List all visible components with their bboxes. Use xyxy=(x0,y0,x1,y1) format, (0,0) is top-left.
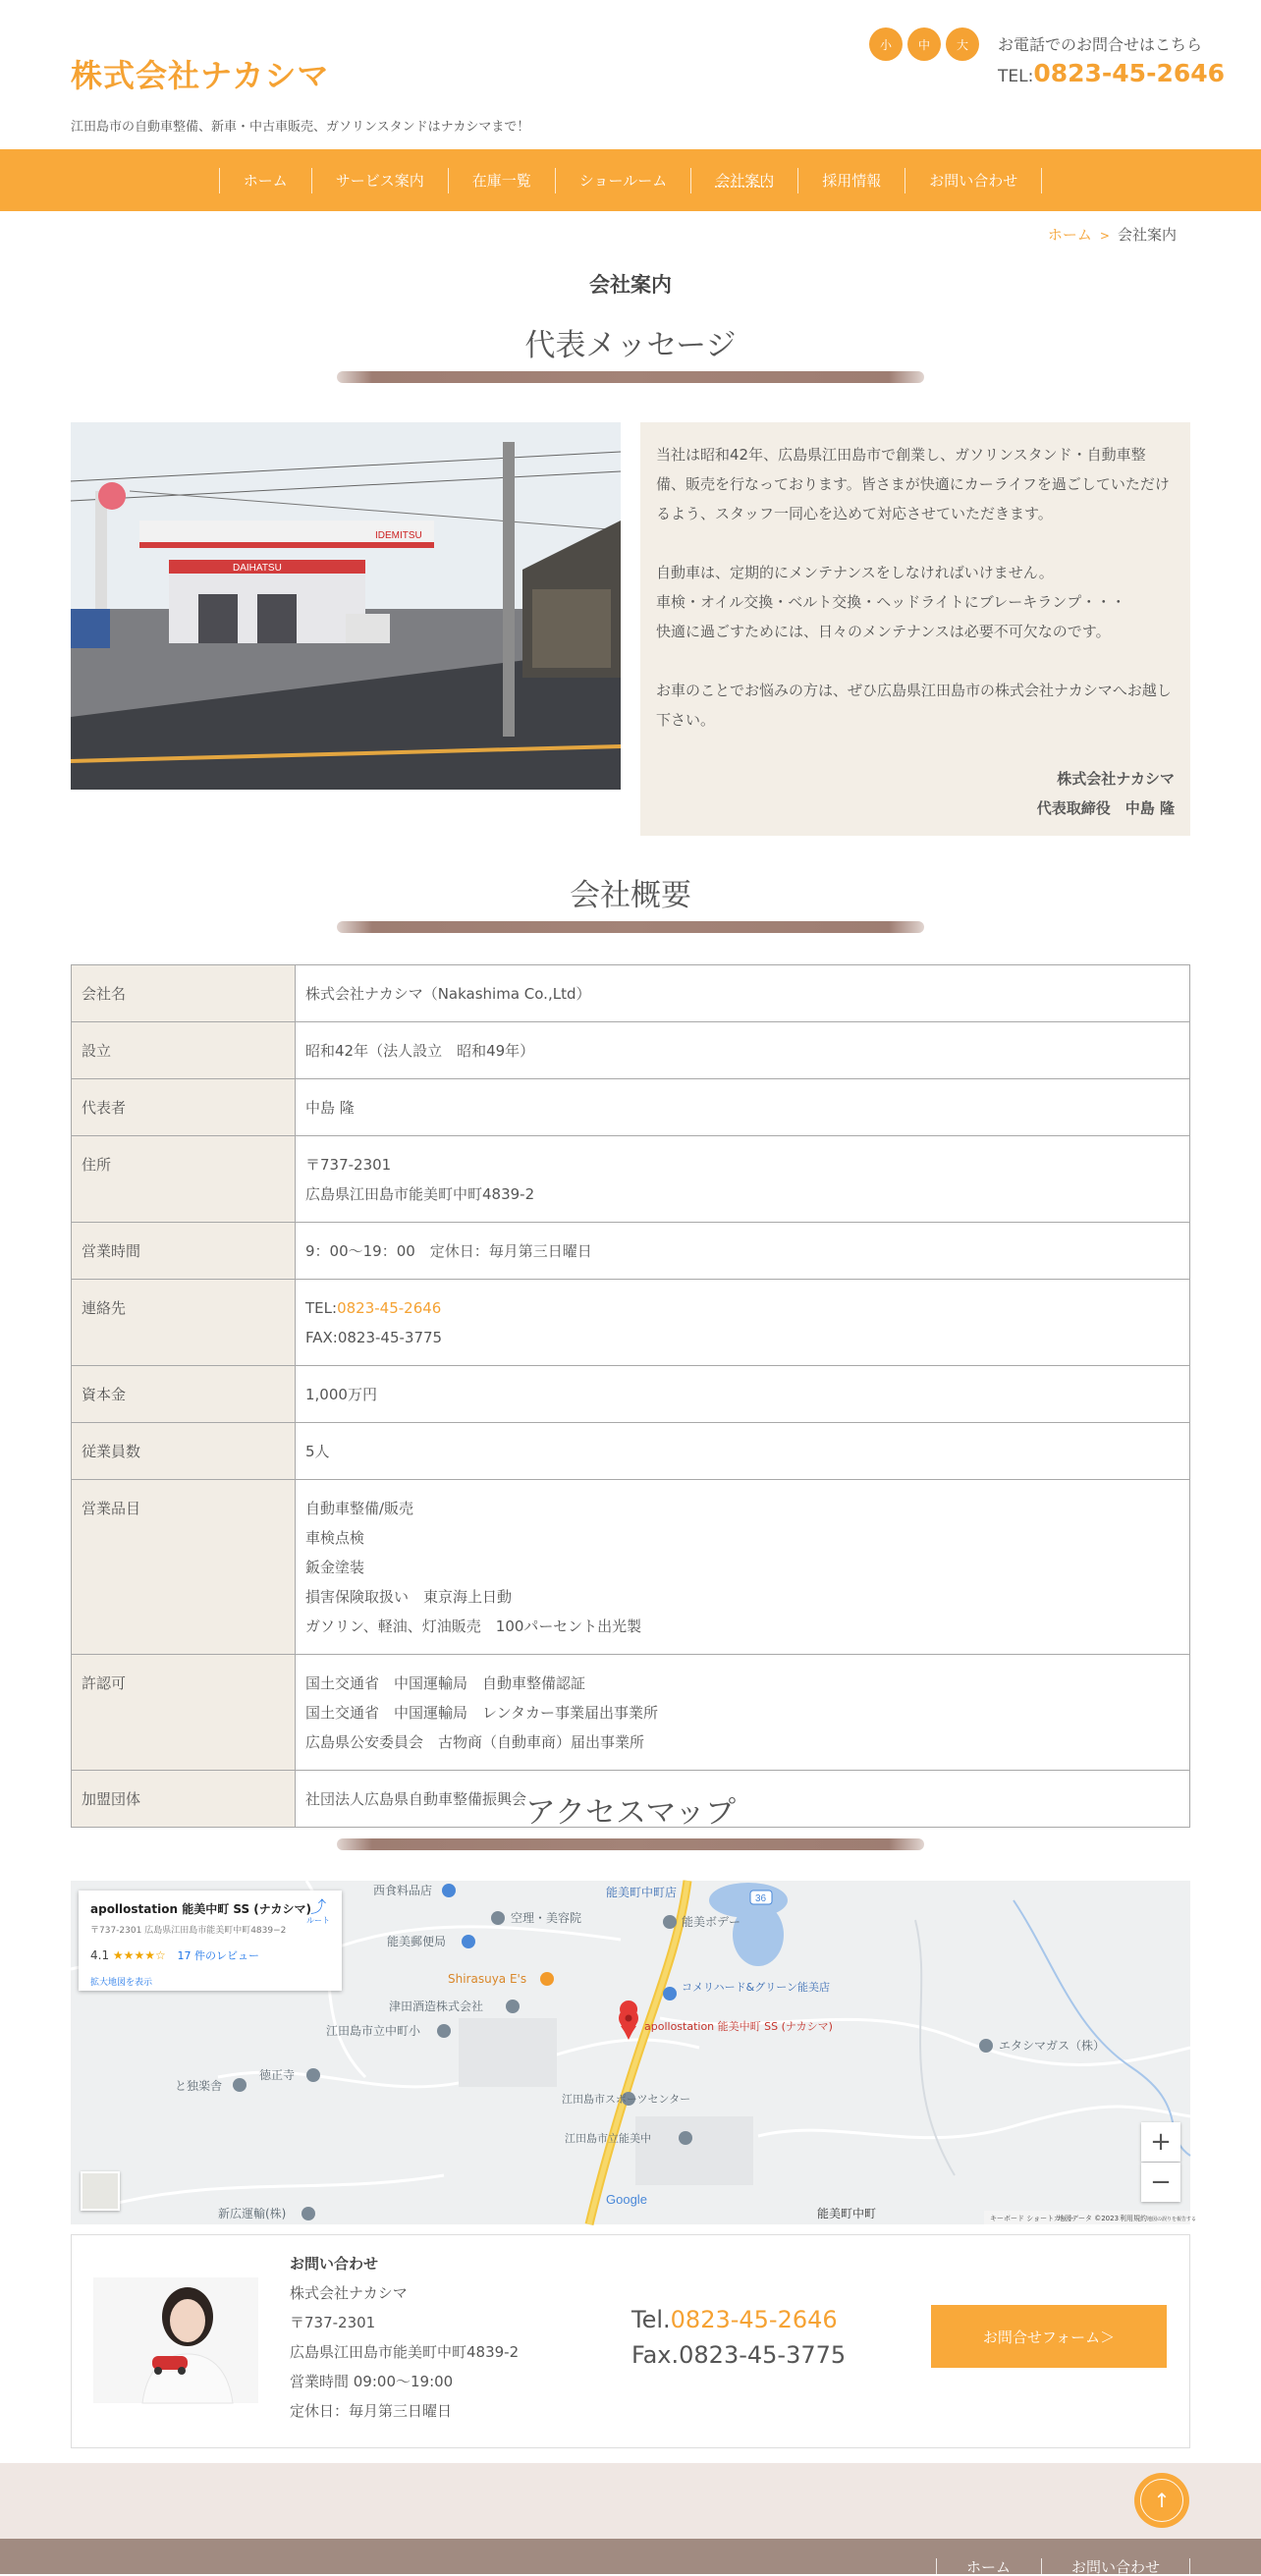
nav-services[interactable]: サービス案内 xyxy=(311,168,448,193)
overview-heading: 会社概要 xyxy=(570,878,691,913)
contact-tel-number[interactable]: 0823-45-2646 xyxy=(670,2306,838,2333)
heading-underline xyxy=(337,921,924,933)
message-heading-wrap xyxy=(0,320,1261,364)
header-tel-number[interactable]: 0823-45-2646 xyxy=(1033,59,1226,87)
map-label: エタシマガス（株） xyxy=(999,2039,1106,2053)
contact-form-button[interactable]: お問合せフォーム＞ xyxy=(931,2305,1167,2368)
map-footer-text: 地図データ ©2023 xyxy=(1058,2215,1120,2222)
overview-row xyxy=(72,1366,1190,1423)
overview-label: 許認可 xyxy=(72,1655,296,1771)
map-type-toggle[interactable] xyxy=(81,2171,120,2211)
overview-value xyxy=(296,1079,1190,1136)
overview-value-line: 5人 xyxy=(305,1443,330,1460)
map-place-card xyxy=(79,1891,342,1991)
overview-value xyxy=(296,1480,1190,1655)
contact-hours: 営業時間 09:00〜19:00 xyxy=(290,2373,454,2390)
font-size-large-button[interactable]: 大 xyxy=(946,27,979,61)
footer-nav-home[interactable]: ホーム xyxy=(936,2558,1040,2576)
overview-row xyxy=(72,1655,1190,1771)
map-label: 能美町中町店 xyxy=(606,1886,678,1899)
overview-row xyxy=(72,1280,1190,1366)
map-footer-link[interactable]: キーボード ショートカット xyxy=(990,2215,1074,2222)
photo-idemitsu-sign: IDEMITSU xyxy=(375,530,422,541)
overview-label: 連絡先 xyxy=(72,1280,296,1366)
footer-nav xyxy=(0,2539,1261,2574)
overview-value xyxy=(296,1223,1190,1280)
contact-zip: 〒737-2301 xyxy=(290,2314,376,2331)
overview-value-line: 自動車整備/販売 xyxy=(305,1500,414,1517)
rating-value: 4.1 xyxy=(90,1948,110,1962)
contact-box xyxy=(71,2234,1190,2448)
contact-info xyxy=(290,2249,519,2426)
overview-value-line: 1,000万円 xyxy=(305,1386,377,1403)
overview-value-line: FAX:0823-45-3775 xyxy=(305,1329,443,1346)
font-size-medium-button[interactable]: 中 xyxy=(907,27,941,61)
overview-value xyxy=(296,965,1190,1022)
overview-value-line: 鈑金塗装 xyxy=(305,1559,365,1576)
company-overview-table xyxy=(71,964,1190,1828)
overview-value-line: 中島 隆 xyxy=(305,1099,355,1117)
map-label: 江田島市立中町小 xyxy=(326,2024,421,2038)
overview-tel-prefix: TEL: xyxy=(305,1299,338,1317)
map-label: コメリハード&グリーン能美店 xyxy=(682,1981,831,1994)
overview-row xyxy=(72,1136,1190,1223)
zoom-out-button[interactable]: − xyxy=(1141,2163,1180,2202)
message-paragraph-1: 当社は昭和42年、広島県江田島市で創業し、ガソリンスタンド・自動車整備、販売を行なっております。皆さまが快適にカーライフを過ごしていただけるよう、スタッフ一同心を込めて対応させていただきます。 xyxy=(656,446,1170,522)
overview-label: 設立 xyxy=(72,1022,296,1079)
contact-phone xyxy=(631,2302,846,2373)
overview-value-line: 国土交通省 中国運輸局 自動車整備認証 xyxy=(305,1674,586,1692)
access-heading-wrap xyxy=(0,1787,1261,1832)
overview-value xyxy=(296,1280,1190,1366)
map-label: 能美ボデー xyxy=(682,1915,741,1929)
overview-label: 営業品目 xyxy=(72,1480,296,1655)
overview-value-line: 国土交通省 中国運輸局 レンタカー事業届出事業所 xyxy=(305,1704,659,1722)
breadcrumb xyxy=(1048,224,1177,245)
shop-photo xyxy=(71,422,621,790)
overview-value xyxy=(296,1423,1190,1480)
contact-staff-photo xyxy=(93,2277,258,2403)
overview-row xyxy=(72,1223,1190,1280)
overview-row xyxy=(72,1480,1190,1655)
directions-button[interactable] xyxy=(306,1897,330,1928)
nav-recruit[interactable]: 採用情報 xyxy=(797,168,905,193)
directions-icon: ⤴ xyxy=(309,1897,326,1916)
contact-company: 株式会社ナカシマ xyxy=(290,2284,408,2302)
nav-home[interactable]: ホーム xyxy=(219,168,311,193)
overview-label: 従業員数 xyxy=(72,1423,296,1480)
overview-heading-wrap xyxy=(0,870,1261,914)
breadcrumb-home[interactable]: ホーム xyxy=(1047,226,1092,244)
overview-label: 資本金 xyxy=(72,1366,296,1423)
overview-label: 会社名 xyxy=(72,965,296,1022)
map-label: 西食料品店 xyxy=(373,1884,433,1897)
site-tagline: 江田島市の自動車整備、新車・中古車販売、ガソリンスタンドはナカシマまで！ xyxy=(71,120,530,135)
heading-underline xyxy=(337,371,924,383)
overview-value-line xyxy=(305,1293,1179,1323)
message-heading: 代表メッセージ xyxy=(524,328,737,363)
overview-value xyxy=(296,1022,1190,1079)
map-footer-link[interactable]: 地図の誤りを報告する xyxy=(1147,2217,1197,2222)
font-size-small-button[interactable]: 小 xyxy=(869,27,903,61)
site-logo[interactable]: 株式会社ナカシマ xyxy=(71,57,330,94)
overview-label: 営業時間 xyxy=(72,1223,296,1280)
message-paragraph-3: お車のことでお悩みの方は、ぜひ広島県江田島市の株式会社ナカシマへお越し下さい。 xyxy=(656,682,1172,729)
global-nav xyxy=(0,149,1261,211)
overview-row xyxy=(72,1022,1190,1079)
map-label: 徳正寺 xyxy=(259,2068,296,2082)
signature-name: 代表取締役 中島 隆 xyxy=(1036,799,1175,817)
message-line: 自動車は、定期的にメンテナンスをしなければいけません。 xyxy=(656,564,1054,581)
photo-daihatsu-sign: DAIHATSU xyxy=(233,563,282,574)
message-line: 車検・オイル交換・ベルト交換・ヘッドライトにブレーキランプ・・・ xyxy=(656,593,1126,611)
tel-note: お電話でのお問合せはこちら xyxy=(998,35,1203,54)
place-address: 〒737-2301 広島県江田島市能美町中町4839−2 xyxy=(90,1926,287,1936)
map-label: 江田島市スポーツセンター xyxy=(562,2093,691,2106)
nav-company[interactable]: 会社案内 xyxy=(690,168,797,193)
map-label: Shirasuya E's xyxy=(448,1972,527,1986)
heading-underline xyxy=(337,1838,924,1850)
map-footer-link[interactable]: 利用規約 xyxy=(1120,2215,1147,2222)
representative-message xyxy=(640,422,1190,836)
access-map[interactable] xyxy=(71,1881,1197,2224)
google-logo: Google xyxy=(606,2192,647,2207)
arrow-up-icon: ↑ xyxy=(1140,2479,1183,2522)
contact-fax: Fax.0823-45-3775 xyxy=(631,2341,847,2369)
map-label: 空理・美容院 xyxy=(511,1911,582,1925)
overview-label: 住所 xyxy=(72,1136,296,1223)
larger-map-link[interactable]: 拡大地図を表示 xyxy=(90,1978,153,1988)
place-rating xyxy=(90,1947,330,1963)
map-label: 江田島市立能美中 xyxy=(565,2132,651,2145)
directions-label: ルート xyxy=(306,1916,330,1925)
site-header xyxy=(0,0,1261,149)
overview-value-line: 車検点検 xyxy=(305,1529,365,1547)
breadcrumb-separator: > xyxy=(1099,229,1110,243)
overview-value-line: 株式会社ナカシマ（Nakashima Co.,Ltd） xyxy=(305,985,591,1003)
nav-showroom[interactable]: ショールーム xyxy=(555,168,690,193)
font-size-switcher xyxy=(869,27,979,61)
overview-row xyxy=(72,965,1190,1022)
footer-band xyxy=(0,2463,1261,2539)
overview-row xyxy=(72,1423,1190,1480)
overview-value xyxy=(296,1655,1190,1771)
overview-value-line: ガソリン、軽油、灯油販売 100パーセント出光製 xyxy=(305,1617,642,1635)
overview-value-line: 9：00〜19：00 定休日：毎月第三日曜日 xyxy=(305,1242,592,1260)
map-label: 能美郵便局 xyxy=(387,1935,447,1948)
overview-value-line: 〒737-2301 xyxy=(305,1156,392,1174)
overview-value xyxy=(296,1366,1190,1423)
overview-value-line: 広島県公安委員会 古物商（自動車商）届出事業所 xyxy=(305,1733,645,1751)
overview-value-line: 社団法人広島県自動車整備振興会 xyxy=(305,1790,527,1808)
map-label: 津田酒造株式会社 xyxy=(389,2000,484,2013)
header-tel-prefix: TEL: xyxy=(998,67,1034,86)
rating-stars-icon: ★★★★☆ xyxy=(112,1948,166,1962)
overview-value-line: 昭和42年（法人設立 昭和49年） xyxy=(305,1042,535,1060)
contact-title: お問い合わせ xyxy=(290,2255,379,2273)
overview-value-line: 広島県江田島市能美町中町4839-2 xyxy=(305,1185,535,1203)
map-pin-label: apollostation 能美中町 SS (ナカシマ) xyxy=(644,2020,833,2033)
contact-tel-prefix: Tel. xyxy=(631,2306,671,2333)
overview-row xyxy=(72,1079,1190,1136)
nav-contact[interactable]: お問い合わせ xyxy=(905,168,1042,193)
map-label: と独楽舎 xyxy=(175,2079,223,2093)
back-to-top-button[interactable] xyxy=(1134,2473,1189,2528)
reviews-link[interactable]: 17 件のレビュー xyxy=(177,1949,260,1962)
place-title: apollostation 能美中町 SS (ナカシマ) xyxy=(90,1902,312,1916)
footer-nav-contact[interactable]: お問い合わせ xyxy=(1041,2558,1190,2576)
overview-value-line: 損害保険取扱い 東京海上日動 xyxy=(305,1588,513,1606)
overview-label: 代表者 xyxy=(72,1079,296,1136)
nav-inventory[interactable]: 在庫一覧 xyxy=(448,168,555,193)
header-tel xyxy=(998,59,1225,87)
map-label: 能美町中町 xyxy=(817,2207,877,2220)
page-title: 会社案内 xyxy=(589,273,672,297)
message-paragraph-2 xyxy=(656,558,1175,646)
signature-company: 株式会社ナカシマ xyxy=(1057,770,1175,788)
overview-label: 加盟団体 xyxy=(72,1771,296,1828)
message-line: 快適に過ごすためには、日々のメンテナンスは必要不可欠なのです。 xyxy=(656,623,1111,640)
contact-address: 広島県江田島市能美町中町4839-2 xyxy=(290,2343,520,2361)
contact-holiday: 定休日：毎月第三日曜日 xyxy=(290,2402,453,2420)
overview-tel-link[interactable]: 0823-45-2646 xyxy=(337,1299,442,1317)
map-route-number: 36 xyxy=(755,1893,767,1904)
breadcrumb-current: 会社案内 xyxy=(1117,226,1177,244)
access-heading: アクセスマップ xyxy=(524,1795,737,1831)
map-label: 新広運輸(株) xyxy=(218,2207,287,2220)
zoom-in-button[interactable]: + xyxy=(1141,2122,1180,2162)
overview-value xyxy=(296,1136,1190,1223)
